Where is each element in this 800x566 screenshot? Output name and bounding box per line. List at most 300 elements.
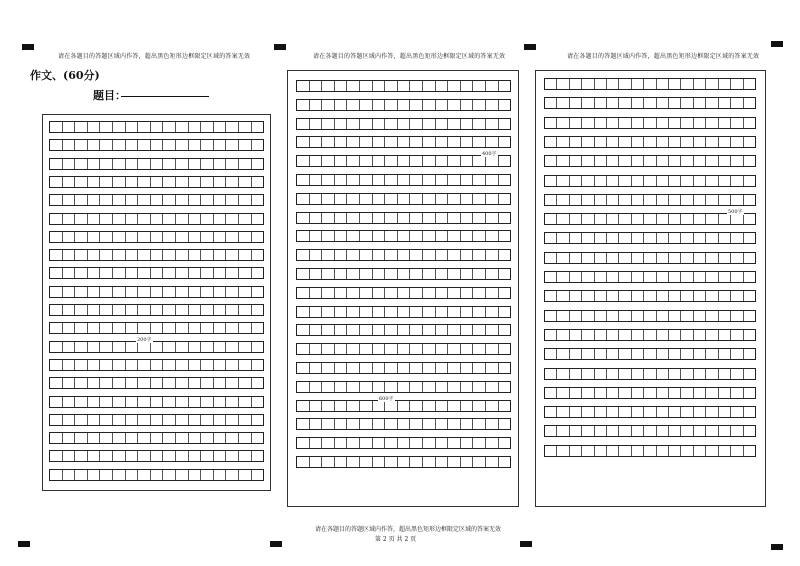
- grid-cell[interactable]: [681, 156, 693, 166]
- grid-cell[interactable]: [499, 175, 511, 185]
- grid-cell[interactable]: [88, 360, 101, 370]
- grid-cell[interactable]: [744, 426, 755, 436]
- grid-row[interactable]: [296, 174, 511, 186]
- grid-cell[interactable]: [545, 137, 557, 147]
- grid-cell[interactable]: [436, 419, 449, 429]
- grid-cell[interactable]: [373, 100, 386, 110]
- grid-cell[interactable]: [570, 407, 582, 417]
- grid-cell[interactable]: [297, 213, 310, 223]
- grid-cell[interactable]: [100, 397, 113, 407]
- grid-cell[interactable]: [63, 433, 76, 443]
- grid-cell[interactable]: [50, 122, 63, 132]
- grid-row[interactable]: [544, 290, 756, 302]
- grid-cell[interactable]: [373, 137, 386, 147]
- grid-cell[interactable]: [50, 342, 63, 352]
- grid-cell[interactable]: [126, 451, 139, 461]
- grid-cell[interactable]: [297, 438, 310, 448]
- grid-cell[interactable]: [436, 231, 449, 241]
- grid-cell[interactable]: [461, 137, 474, 147]
- grid-cell[interactable]: [545, 195, 557, 205]
- grid-cell[interactable]: [113, 287, 126, 297]
- grid-cell[interactable]: [50, 470, 63, 480]
- grid-cell[interactable]: [607, 137, 619, 147]
- grid-cell[interactable]: [436, 401, 449, 411]
- grid-cell[interactable]: [582, 137, 594, 147]
- grid-cell[interactable]: [570, 176, 582, 186]
- grid-row[interactable]: [544, 252, 756, 264]
- grid-cell[interactable]: [570, 79, 582, 89]
- grid-cell[interactable]: [669, 388, 681, 398]
- grid-cell[interactable]: [398, 175, 411, 185]
- grid-cell[interactable]: [607, 79, 619, 89]
- grid-cell[interactable]: [744, 311, 755, 321]
- grid-cell[interactable]: [347, 363, 360, 373]
- grid-cell[interactable]: [461, 231, 474, 241]
- grid-cell[interactable]: [310, 231, 323, 241]
- grid-cell[interactable]: [423, 382, 436, 392]
- grid-cell[interactable]: [100, 195, 113, 205]
- grid-cell[interactable]: [360, 194, 373, 204]
- grid-cell[interactable]: [619, 272, 631, 282]
- grid-cell[interactable]: [595, 369, 607, 379]
- grid-cell[interactable]: [100, 360, 113, 370]
- grid-cell[interactable]: [239, 323, 252, 333]
- grid-cell[interactable]: [681, 388, 693, 398]
- grid-cell[interactable]: [448, 250, 461, 260]
- grid-cell[interactable]: [694, 291, 706, 301]
- grid-cell[interactable]: [151, 305, 164, 315]
- grid-cell[interactable]: [113, 415, 126, 425]
- grid-cell[interactable]: [297, 175, 310, 185]
- grid-cell[interactable]: [373, 401, 386, 411]
- grid-cell[interactable]: [570, 272, 582, 282]
- grid-cell[interactable]: [706, 369, 718, 379]
- grid-cell[interactable]: [201, 360, 214, 370]
- grid-cell[interactable]: [681, 214, 693, 224]
- grid-cell[interactable]: [201, 451, 214, 461]
- grid-cell[interactable]: [619, 137, 631, 147]
- grid-cell[interactable]: [335, 269, 348, 279]
- grid-cell[interactable]: [113, 140, 126, 150]
- grid-cell[interactable]: [607, 253, 619, 263]
- grid-cell[interactable]: [557, 253, 569, 263]
- grid-cell[interactable]: [176, 323, 189, 333]
- grid-cell[interactable]: [582, 330, 594, 340]
- grid-cell[interactable]: [214, 415, 227, 425]
- grid-cell[interactable]: [607, 407, 619, 417]
- grid-row[interactable]: [296, 306, 511, 318]
- grid-cell[interactable]: [595, 118, 607, 128]
- grid-cell[interactable]: [731, 137, 743, 147]
- grid-cell[interactable]: [322, 363, 335, 373]
- grid-cell[interactable]: [50, 305, 63, 315]
- grid-cell[interactable]: [461, 288, 474, 298]
- grid-cell[interactable]: [63, 140, 76, 150]
- grid-cell[interactable]: [201, 433, 214, 443]
- grid-cell[interactable]: [226, 214, 239, 224]
- grid-cell[interactable]: [681, 98, 693, 108]
- grid-cell[interactable]: [557, 79, 569, 89]
- grid-cell[interactable]: [486, 100, 499, 110]
- grid-cell[interactable]: [706, 98, 718, 108]
- grid-cell[interactable]: [335, 156, 348, 166]
- grid-cell[interactable]: [113, 232, 126, 242]
- grid-cell[interactable]: [499, 288, 511, 298]
- grid-cell[interactable]: [657, 369, 669, 379]
- grid-cell[interactable]: [126, 397, 139, 407]
- grid-row[interactable]: [49, 194, 264, 206]
- grid-cell[interactable]: [423, 250, 436, 260]
- grid-cell[interactable]: [744, 253, 755, 263]
- grid-cell[interactable]: [545, 98, 557, 108]
- grid-cell[interactable]: [151, 250, 164, 260]
- grid-cell[interactable]: [239, 177, 252, 187]
- grid-cell[interactable]: [499, 307, 511, 317]
- grid-row[interactable]: [296, 230, 511, 242]
- grid-cell[interactable]: [499, 457, 511, 467]
- grid-cell[interactable]: [126, 287, 139, 297]
- grid-cell[interactable]: [239, 195, 252, 205]
- grid-cell[interactable]: [297, 194, 310, 204]
- grid-cell[interactable]: [347, 231, 360, 241]
- grid-cell[interactable]: [373, 325, 386, 335]
- grid-cell[interactable]: [557, 330, 569, 340]
- grid-cell[interactable]: [473, 269, 486, 279]
- grid-cell[interactable]: [657, 195, 669, 205]
- grid-cell[interactable]: [436, 363, 449, 373]
- grid-cell[interactable]: [607, 349, 619, 359]
- grid-cell[interactable]: [694, 426, 706, 436]
- grid-cell[interactable]: [113, 360, 126, 370]
- grid-cell[interactable]: [347, 307, 360, 317]
- grid-cell[interactable]: [201, 378, 214, 388]
- grid-cell[interactable]: [239, 415, 252, 425]
- grid-cell[interactable]: [252, 378, 264, 388]
- grid-cell[interactable]: [719, 446, 731, 456]
- grid-cell[interactable]: [448, 419, 461, 429]
- grid-row[interactable]: [296, 456, 511, 468]
- grid-cell[interactable]: [607, 176, 619, 186]
- grid-cell[interactable]: [239, 360, 252, 370]
- grid-cell[interactable]: [138, 451, 151, 461]
- grid-row[interactable]: [296, 118, 511, 130]
- grid-cell[interactable]: [322, 269, 335, 279]
- grid-cell[interactable]: [669, 137, 681, 147]
- grid-cell[interactable]: [694, 272, 706, 282]
- grid-cell[interactable]: [373, 307, 386, 317]
- grid-cell[interactable]: [100, 342, 113, 352]
- grid-cell[interactable]: [436, 382, 449, 392]
- grid-cell[interactable]: [163, 195, 176, 205]
- grid-cell[interactable]: [410, 100, 423, 110]
- grid-cell[interactable]: [706, 272, 718, 282]
- grid-cell[interactable]: [385, 137, 398, 147]
- grid-cell[interactable]: [410, 156, 423, 166]
- grid-cell[interactable]: [113, 159, 126, 169]
- grid-cell[interactable]: [669, 253, 681, 263]
- grid-cell[interactable]: [448, 438, 461, 448]
- grid-cell[interactable]: [499, 194, 511, 204]
- grid-cell[interactable]: [557, 388, 569, 398]
- grid-cell[interactable]: [719, 176, 731, 186]
- grid-cell[interactable]: [582, 388, 594, 398]
- grid-cell[interactable]: [644, 330, 656, 340]
- grid-cell[interactable]: [644, 291, 656, 301]
- grid-cell[interactable]: [226, 122, 239, 132]
- grid-cell[interactable]: [410, 119, 423, 129]
- grid-cell[interactable]: [126, 268, 139, 278]
- grid-cell[interactable]: [75, 122, 88, 132]
- grid-cell[interactable]: [644, 407, 656, 417]
- grid-cell[interactable]: [214, 397, 227, 407]
- grid-cell[interactable]: [214, 287, 227, 297]
- grid-cell[interactable]: [252, 250, 264, 260]
- grid-row[interactable]: [296, 155, 511, 167]
- grid-cell[interactable]: [436, 457, 449, 467]
- grid-cell[interactable]: [347, 288, 360, 298]
- grid-cell[interactable]: [706, 291, 718, 301]
- grid-cell[interactable]: [347, 100, 360, 110]
- grid-cell[interactable]: [423, 438, 436, 448]
- grid-cell[interactable]: [499, 382, 511, 392]
- grid-cell[interactable]: [310, 81, 323, 91]
- grid-cell[interactable]: [310, 344, 323, 354]
- grid-cell[interactable]: [719, 407, 731, 417]
- grid-cell[interactable]: [189, 323, 202, 333]
- grid-cell[interactable]: [486, 250, 499, 260]
- grid-cell[interactable]: [398, 401, 411, 411]
- grid-cell[interactable]: [706, 118, 718, 128]
- grid-cell[interactable]: [63, 360, 76, 370]
- grid-cell[interactable]: [151, 323, 164, 333]
- grid-cell[interactable]: [163, 451, 176, 461]
- grid-cell[interactable]: [239, 305, 252, 315]
- grid-cell[interactable]: [669, 98, 681, 108]
- grid-row[interactable]: [544, 329, 756, 341]
- grid-cell[interactable]: [595, 253, 607, 263]
- grid-cell[interactable]: [436, 213, 449, 223]
- grid-cell[interactable]: [423, 156, 436, 166]
- grid-cell[interactable]: [310, 325, 323, 335]
- grid-cell[interactable]: [398, 438, 411, 448]
- grid-cell[interactable]: [252, 470, 264, 480]
- grid-cell[interactable]: [151, 451, 164, 461]
- grid-cell[interactable]: [473, 382, 486, 392]
- grid-cell[interactable]: [436, 288, 449, 298]
- grid-cell[interactable]: [214, 360, 227, 370]
- grid-cell[interactable]: [619, 349, 631, 359]
- grid-cell[interactable]: [423, 401, 436, 411]
- grid-cell[interactable]: [570, 233, 582, 243]
- grid-cell[interactable]: [632, 369, 644, 379]
- grid-cell[interactable]: [436, 438, 449, 448]
- grid-cell[interactable]: [582, 446, 594, 456]
- grid-cell[interactable]: [461, 81, 474, 91]
- grid-row[interactable]: [296, 212, 511, 224]
- grid-cell[interactable]: [297, 382, 310, 392]
- grid-cell[interactable]: [731, 118, 743, 128]
- grid-cell[interactable]: [398, 457, 411, 467]
- grid-cell[interactable]: [75, 214, 88, 224]
- grid-cell[interactable]: [632, 311, 644, 321]
- topic-input-line[interactable]: [121, 96, 209, 97]
- grid-cell[interactable]: [88, 415, 101, 425]
- grid-cell[interactable]: [126, 250, 139, 260]
- grid-cell[interactable]: [744, 137, 755, 147]
- grid-cell[interactable]: [201, 159, 214, 169]
- grid-row[interactable]: [544, 97, 756, 109]
- grid-cell[interactable]: [461, 194, 474, 204]
- grid-cell[interactable]: [360, 325, 373, 335]
- grid-cell[interactable]: [100, 378, 113, 388]
- grid-cell[interactable]: [694, 330, 706, 340]
- grid-cell[interactable]: [545, 349, 557, 359]
- grid-cell[interactable]: [545, 253, 557, 263]
- grid-cell[interactable]: [473, 81, 486, 91]
- grid-cell[interactable]: [486, 419, 499, 429]
- grid-cell[interactable]: [151, 287, 164, 297]
- grid-cell[interactable]: [201, 214, 214, 224]
- grid-cell[interactable]: [322, 213, 335, 223]
- grid-cell[interactable]: [499, 250, 511, 260]
- grid-cell[interactable]: [226, 177, 239, 187]
- grid-cell[interactable]: [322, 419, 335, 429]
- grid-row[interactable]: [544, 310, 756, 322]
- grid-cell[interactable]: [486, 438, 499, 448]
- grid-cell[interactable]: [373, 194, 386, 204]
- grid-cell[interactable]: [360, 175, 373, 185]
- grid-cell[interactable]: [335, 457, 348, 467]
- grid-cell[interactable]: [347, 137, 360, 147]
- grid-cell[interactable]: [706, 214, 718, 224]
- grid-cell[interactable]: [226, 323, 239, 333]
- grid-cell[interactable]: [385, 344, 398, 354]
- grid-cell[interactable]: [473, 419, 486, 429]
- grid-cell[interactable]: [63, 323, 76, 333]
- grid-cell[interactable]: [201, 268, 214, 278]
- grid-cell[interactable]: [657, 446, 669, 456]
- grid-cell[interactable]: [347, 175, 360, 185]
- grid-cell[interactable]: [252, 451, 264, 461]
- grid-row[interactable]: [49, 267, 264, 279]
- grid-cell[interactable]: [644, 233, 656, 243]
- grid-cell[interactable]: [310, 137, 323, 147]
- grid-cell[interactable]: [252, 305, 264, 315]
- grid-cell[interactable]: [719, 426, 731, 436]
- grid-cell[interactable]: [176, 214, 189, 224]
- grid-cell[interactable]: [189, 470, 202, 480]
- grid-cell[interactable]: [63, 342, 76, 352]
- grid-cell[interactable]: [423, 457, 436, 467]
- grid-cell[interactable]: [669, 272, 681, 282]
- grid-cell[interactable]: [545, 426, 557, 436]
- grid-cell[interactable]: [694, 195, 706, 205]
- grid-cell[interactable]: [201, 122, 214, 132]
- grid-cell[interactable]: [373, 213, 386, 223]
- grid-cell[interactable]: [176, 378, 189, 388]
- grid-cell[interactable]: [448, 119, 461, 129]
- grid-cell[interactable]: [252, 415, 264, 425]
- grid-cell[interactable]: [373, 81, 386, 91]
- grid-cell[interactable]: [557, 156, 569, 166]
- grid-cell[interactable]: [423, 137, 436, 147]
- grid-cell[interactable]: [63, 250, 76, 260]
- grid-cell[interactable]: [731, 272, 743, 282]
- grid-cell[interactable]: [448, 175, 461, 185]
- grid-cell[interactable]: [310, 269, 323, 279]
- grid-row[interactable]: [49, 322, 264, 334]
- grid-cell[interactable]: [582, 407, 594, 417]
- grid-cell[interactable]: [499, 401, 511, 411]
- grid-cell[interactable]: [201, 287, 214, 297]
- grid-cell[interactable]: [706, 156, 718, 166]
- grid-cell[interactable]: [669, 349, 681, 359]
- grid-cell[interactable]: [595, 233, 607, 243]
- grid-cell[interactable]: [570, 446, 582, 456]
- grid-cell[interactable]: [63, 470, 76, 480]
- grid-row[interactable]: [296, 136, 511, 148]
- grid-cell[interactable]: [163, 140, 176, 150]
- grid-cell[interactable]: [644, 388, 656, 398]
- grid-cell[interactable]: [410, 363, 423, 373]
- grid-cell[interactable]: [582, 195, 594, 205]
- grid-cell[interactable]: [545, 407, 557, 417]
- grid-cell[interactable]: [486, 194, 499, 204]
- grid-cell[interactable]: [423, 419, 436, 429]
- grid-cell[interactable]: [322, 401, 335, 411]
- grid-cell[interactable]: [322, 137, 335, 147]
- grid-cell[interactable]: [669, 369, 681, 379]
- grid-cell[interactable]: [63, 397, 76, 407]
- grid-cell[interactable]: [322, 175, 335, 185]
- grid-cell[interactable]: [499, 269, 511, 279]
- grid-cell[interactable]: [201, 140, 214, 150]
- grid-cell[interactable]: [252, 214, 264, 224]
- grid-cell[interactable]: [310, 307, 323, 317]
- grid-cell[interactable]: [176, 268, 189, 278]
- grid-cell[interactable]: [423, 194, 436, 204]
- grid-cell[interactable]: [214, 433, 227, 443]
- grid-cell[interactable]: [423, 344, 436, 354]
- grid-cell[interactable]: [88, 397, 101, 407]
- grid-cell[interactable]: [189, 214, 202, 224]
- grid-cell[interactable]: [151, 470, 164, 480]
- grid-cell[interactable]: [694, 446, 706, 456]
- grid-cell[interactable]: [113, 268, 126, 278]
- grid-cell[interactable]: [297, 288, 310, 298]
- grid-cell[interactable]: [619, 330, 631, 340]
- grid-cell[interactable]: [436, 194, 449, 204]
- grid-cell[interactable]: [385, 363, 398, 373]
- grid-cell[interactable]: [347, 213, 360, 223]
- grid-cell[interactable]: [385, 100, 398, 110]
- grid-cell[interactable]: [347, 325, 360, 335]
- grid-cell[interactable]: [448, 81, 461, 91]
- grid-cell[interactable]: [113, 433, 126, 443]
- grid-cell[interactable]: [499, 231, 511, 241]
- grid-row[interactable]: [296, 324, 511, 336]
- grid-cell[interactable]: [163, 177, 176, 187]
- grid-row[interactable]: [544, 425, 756, 437]
- grid-cell[interactable]: [138, 250, 151, 260]
- grid-cell[interactable]: [113, 214, 126, 224]
- grid-cell[interactable]: [423, 119, 436, 129]
- grid-cell[interactable]: [473, 250, 486, 260]
- grid-cell[interactable]: [360, 382, 373, 392]
- grid-cell[interactable]: [694, 253, 706, 263]
- grid-cell[interactable]: [706, 195, 718, 205]
- grid-cell[interactable]: [360, 288, 373, 298]
